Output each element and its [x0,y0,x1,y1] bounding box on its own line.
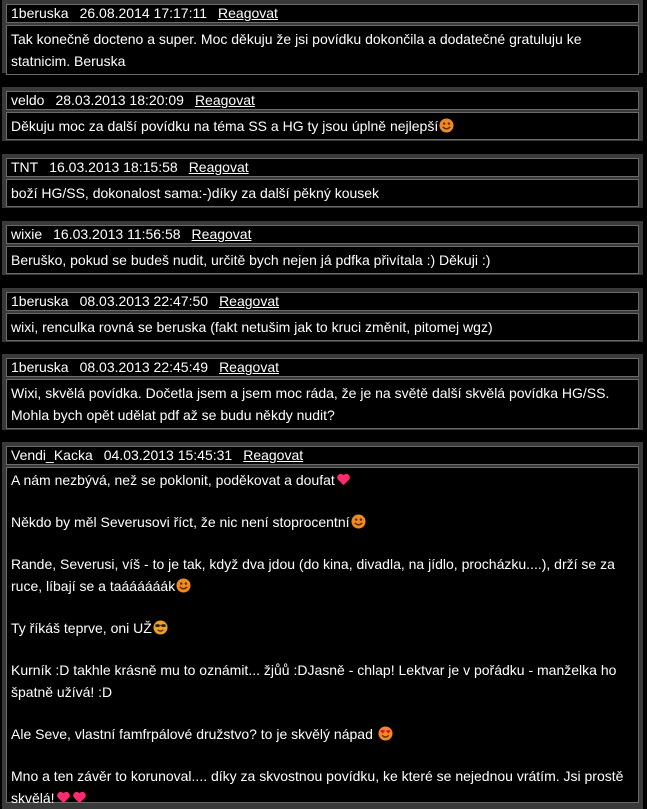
comment-body [6,467,639,806]
reply-link[interactable]: Reagovat [191,226,252,242]
comment-header [6,225,639,244]
comment-header [6,4,639,23]
heart-emoji-icon [56,790,71,805]
comment-author: 1beruska [11,293,69,309]
reply-link[interactable]: Reagovat [218,5,278,21]
comment-header [6,446,639,465]
comment-text: Wixi, skvělá povídka. Dočetla jsem a jsem moc ráda, že je na světě další skvělá povídka HG/SS. Mohla bych opět udělat pdf až se budu někdy nudit? [11,385,610,423]
reply-link[interactable]: Reagovat [219,359,279,375]
comment-text: boží HG/SS, dokonalost sama:-)díky za další pěkný kousek [11,185,380,201]
comment-date: 28.03.2013 18:20:09 [55,92,184,108]
comment-text: Někdo by měl Severusovi říct, že nic není stoprocentní [11,514,350,530]
smiley-emoji-icon [439,118,454,133]
comment-text: Beruško, pokud se budeš nudit, určitě bych nejen já pdfka přivítala :) Děkuji :) [11,252,491,268]
comment [2,442,643,809]
comment-author: wixie [11,226,43,242]
comment-date: 26.08.2014 17:17:11 [79,5,208,21]
reply-link[interactable]: Reagovat [188,159,249,175]
comment [2,154,643,208]
heart-emoji-icon [72,790,87,805]
sunglasses-emoji-icon [153,620,168,635]
comment [2,87,643,141]
comment-text: Ale Seve, vlastní famfrpálové družstvo? to je skvělý nápad [11,726,373,742]
comment [2,221,643,275]
comment-text: wixi, renculka rovná se beruska (fakt netušim jak to kruci změnit, pitomej wgz) [11,319,493,335]
reply-link[interactable]: Reagovat [243,447,304,463]
comment-date: 08.03.2013 22:45:49 [79,359,209,375]
comment-body [6,112,639,140]
comment-body [6,246,639,274]
comment-text: Mno a ten závěr to korunoval.... díky za skvostnou povídku, ke které se nejednou vrátím. Jsi prostě skvělá! [11,768,624,806]
comment-text: Kurník :D takhle krásně mu to oznámit... žjůů :DJasně - chlap! Lektvar je v pořádku - manželka ho špatně užívá! :D [11,662,617,700]
comment-header [6,91,639,110]
comment-date: 08.03.2013 22:47:50 [79,293,209,309]
comment-author: Vendi_Kacka [11,447,93,463]
smiley-emoji-icon [176,578,191,593]
comment-header [6,292,639,311]
heart-emoji-icon [336,472,351,487]
comment-text: Děkuju moc za další povídku na téma SS a HG ty jsou úplně nejlepší [11,118,439,134]
comment-text: Ty říkáš teprve, oni UŽ [11,620,152,636]
smiley-emoji-icon [351,514,366,529]
comment-body [6,179,639,207]
comment [2,288,643,342]
comment-author: TNT [11,159,39,175]
comment-date: 04.03.2013 15:45:31 [103,447,233,463]
reply-link[interactable]: Reagovat [219,293,279,309]
comment-header [6,158,639,177]
comment-author: 1beruska [11,5,69,21]
comment [2,0,643,73]
reply-link[interactable]: Reagovat [194,92,255,108]
comment-author: 1beruska [11,359,69,375]
comment-date: 16.03.2013 18:15:58 [49,159,178,175]
comment-text: A nám nezbývá, než se poklonit, poděkovat a doufat [11,472,335,488]
comment-date: 16.03.2013 11:56:58 [53,226,181,242]
comment-header [6,358,639,377]
comment-author: veldo [11,92,45,108]
heart-eyes-emoji-icon [378,726,393,741]
comment-body [6,379,639,429]
comment [2,354,643,430]
comment-text: Tak konečně docteno a super. Moc děkuju že jsi povídku dokončila a dodatečné gratuluju ke statnicim. Beruska [11,31,582,69]
comment-body [6,313,639,341]
comment-body [6,25,639,75]
comment-text: Rande, Severusi, víš - to je tak, když dva jdou (do kina, divadla, na jídlo, procházku....), drží se za ruce, líbají se a taáááááák [11,556,615,594]
